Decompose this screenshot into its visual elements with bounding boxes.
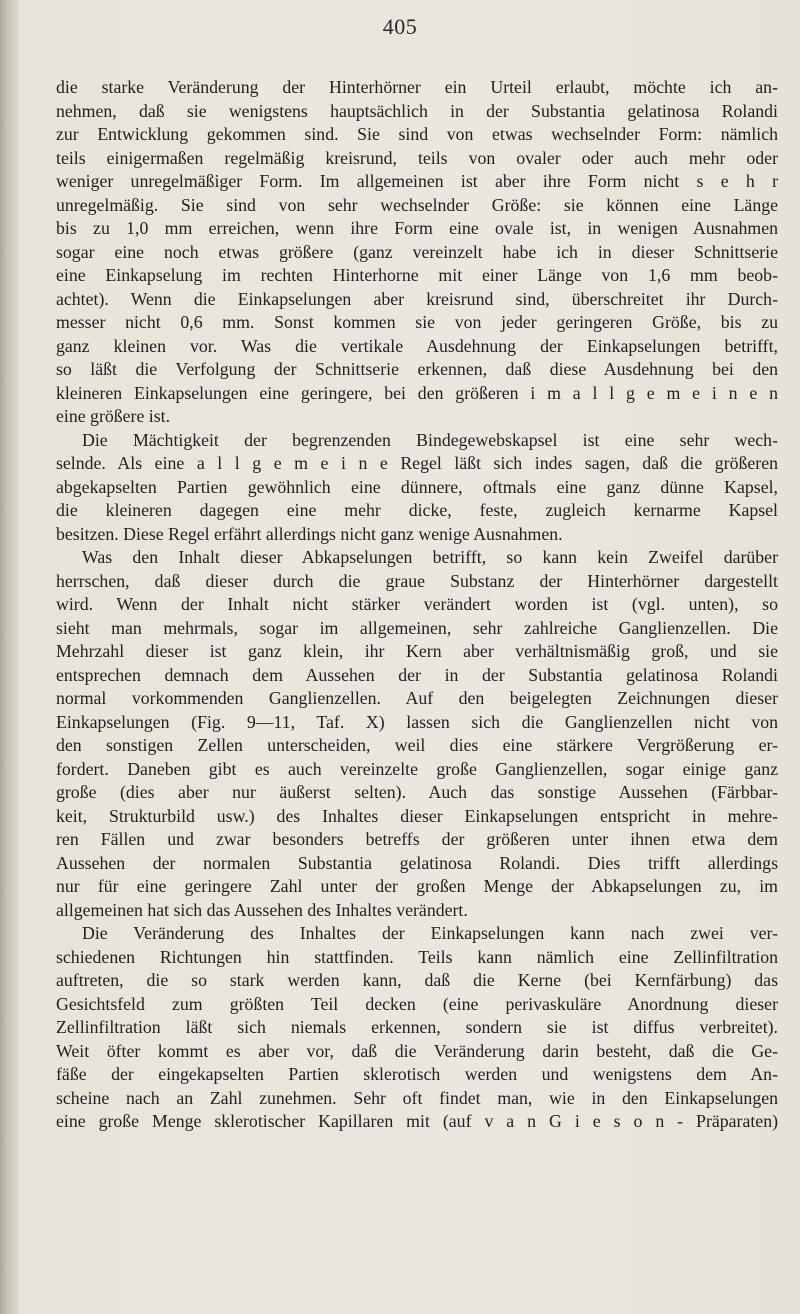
book-gutter-shadow xyxy=(0,0,18,1314)
paragraph-3 xyxy=(56,546,778,922)
text-line: Die Veränderung des Inhaltes der Einkapselungen kann nach zwei ver- xyxy=(82,923,778,943)
text-line: Weit öfter kommt es aber vor, daß die Veränderung darin besteht, daß die Ge- xyxy=(56,1040,778,1061)
paragraph-1 xyxy=(56,76,778,429)
text-line: fordert. Daneben gibt es auch vereinzelte große Ganglienzellen, sogar einige ganz xyxy=(56,758,778,779)
text-line: Mehrzahl dieser ist ganz klein, ihr Kern aber verhältnismäßig groß, und sie xyxy=(56,641,778,661)
text-line: Was den Inhalt dieser Abkapselungen betrifft, so kann kein Zweifel darüber xyxy=(82,547,778,567)
text-line: auftreten, die so stark werden kann, daß die Kerne (bei Kernfärbung) das xyxy=(56,970,778,990)
text-line: eine große Menge sklerotischer Kapillaren mit (auf v a n G i e s o n - Präparaten) xyxy=(56,1111,778,1131)
text-line: weniger unregelmäßiger Form. Im allgemeinen ist aber ihre Form nicht s e h r xyxy=(56,171,778,191)
text-line: schiedenen Richtungen hin stattfinden. Teils kann nämlich eine Zellinfiltration xyxy=(56,946,778,967)
text-line: die starke Veränderung der Hinterhörner ein Urteil erlaubt, möchte ich an- xyxy=(56,77,778,97)
text-line: herrschen, daß dieser durch die graue Substanz der Hinterhörner dargestellt xyxy=(56,570,778,591)
text-line: Gesichtsfeld zum größten Teil decken (eine perivaskuläre Anordnung dieser xyxy=(56,993,778,1014)
text-line: so läßt die Verfolgung der Schnittserie erkennen, daß diese Ausdehnung bei den xyxy=(56,359,778,379)
text-line: Einkapselungen (Fig. 9—11, Taf. X) lassen sich die Ganglienzellen nicht von xyxy=(56,711,778,732)
text-line: nehmen, daß sie wenigstens hauptsächlich in der Substantia gelatinosa Rolandi xyxy=(56,100,778,121)
text-line: die kleineren dagegen eine mehr dicke, feste, zugleich kernarme Kapsel xyxy=(56,500,778,520)
text-line: ren Fällen und zwar besonders betreffs der größeren unter ihnen etwa dem xyxy=(56,829,778,849)
text-line: kleineren Einkapselungen eine geringere, bei den größeren i m a l l g e m e i n e n xyxy=(56,382,778,403)
text-line: nur für eine geringere Zahl unter der großen Menge der Abkapselungen zu, im xyxy=(56,876,778,896)
text-line: entsprechen demnach dem Aussehen der in der Substantia gelatinosa Rolandi xyxy=(56,664,778,685)
text-line: allgemeinen hat sich das Aussehen des Inhaltes verändert. xyxy=(56,899,468,920)
text-line: fäße der eingekapselten Partien sklerotisch werden und wenigstens dem An- xyxy=(56,1064,778,1084)
text-line: eine größere ist. xyxy=(56,406,171,426)
text-line: Zellinfiltration läßt sich niemals erkennen, sondern sie ist diffus verbreitet). xyxy=(56,1017,778,1037)
text-line: scheine nach an Zahl zunehmen. Sehr oft findet man, wie in den Einkapselungen xyxy=(56,1087,778,1108)
text-line: achtet). Wenn die Einkapselungen aber kreisrund sind, überschreitet ihr Durch- xyxy=(56,288,778,309)
body-text xyxy=(56,76,778,1134)
text-line: normal vorkommenden Ganglienzellen. Auf den beigelegten Zeichnungen dieser xyxy=(56,688,778,708)
text-line: Aussehen der normalen Substantia gelatinosa Rolandi. Dies trifft allerdings xyxy=(56,852,778,873)
text-line: selnde. Als eine a l l g e m e i n e Regel läßt sich indes sagen, daß die größeren xyxy=(56,453,778,473)
text-line: bis zu 1,0 mm erreichen, wenn ihre Form eine ovale ist, in wenigen Ausnahmen xyxy=(56,218,778,238)
paragraph-2 xyxy=(56,429,778,547)
text-line: sieht man mehrmals, sogar im allgemeinen, sehr zahlreiche Ganglienzellen. Die xyxy=(56,617,778,638)
text-line: Die Mächtigkeit der begrenzenden Bindegewebskapsel ist eine sehr wech- xyxy=(82,429,778,450)
text-line: den sonstigen Zellen unterscheiden, weil dies eine stärkere Vergrößerung er- xyxy=(56,735,778,755)
text-line: teils einigermaßen regelmäßig kreisrund, teils von ovaler oder auch mehr oder xyxy=(56,147,778,168)
text-line: ganz kleinen vor. Was die vertikale Ausdehnung der Einkapselungen betrifft, xyxy=(56,335,778,356)
page-number: 405 xyxy=(382,14,418,39)
text-line: unregelmäßig. Sie sind von sehr wechselnder Größe: sie können eine Länge xyxy=(56,194,778,215)
text-line: messer nicht 0,6 mm. Sonst kommen sie von jeder geringeren Größe, bis zu xyxy=(56,312,778,332)
text-line: keit, Strukturbild usw.) des Inhaltes dieser Einkapselungen entspricht in mehre- xyxy=(56,805,778,826)
text-line: wird. Wenn der Inhalt nicht stärker verändert worden ist (vgl. unten), so xyxy=(56,594,778,614)
text-line: eine Einkapselung im rechten Hinterhorne mit einer Länge von 1,6 mm beob- xyxy=(56,265,778,285)
text-line: sogar eine noch etwas größere (ganz vereinzelt habe ich in dieser Schnittserie xyxy=(56,241,778,262)
text-line: zur Entwicklung gekommen sind. Sie sind von etwas wechselnder Form: nämlich xyxy=(56,124,778,144)
text-line: große (dies aber nur äußerst selten). Auch das sonstige Aussehen (Färbbar- xyxy=(56,782,778,802)
text-line: besitzen. Diese Regel erfährt allerdings nicht ganz wenige Ausnahmen. xyxy=(56,523,563,544)
paragraph-4 xyxy=(56,922,778,1134)
text-line: abgekapselten Partien gewöhnlich eine dünnere, oftmals eine ganz dünne Kapsel, xyxy=(56,476,778,497)
